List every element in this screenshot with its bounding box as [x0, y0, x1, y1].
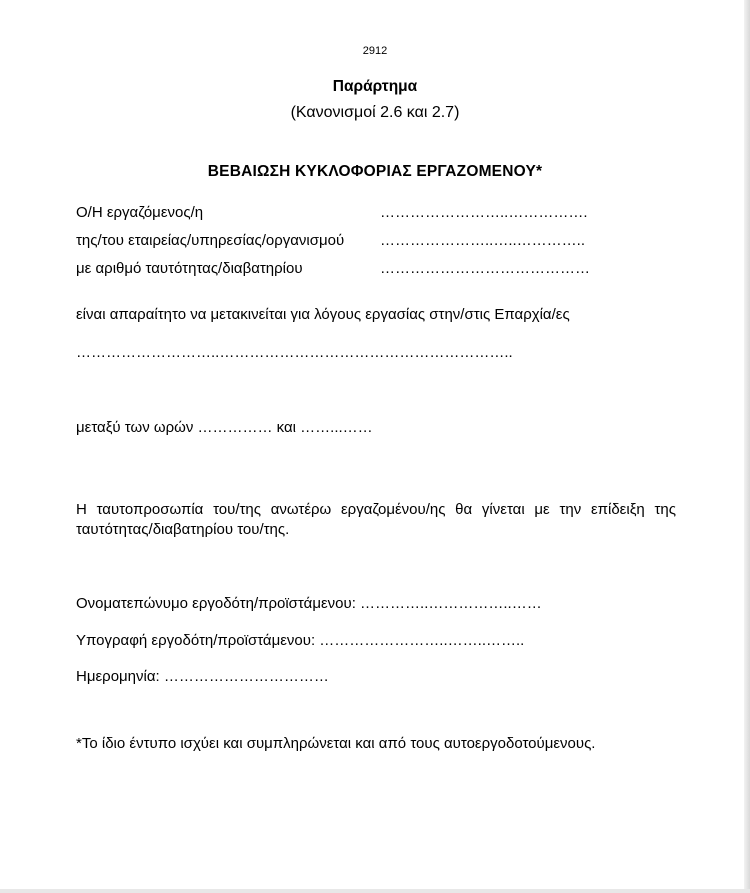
employer-signature-field: Υπογραφή εργοδότη/προϊστάμενου: ……………………..……..……..: [76, 632, 525, 649]
identity-statement: Η ταυτοπροσωπία του/της ανωτέρω εργαζομένου/ης θα γίνεται με την επίδειξη της ταυτότητας/διαβατηρίου του/της.: [76, 501, 676, 538]
page-edge-shadow: [744, 0, 750, 893]
employee-name-label: Ο/Η εργαζόμενος/η: [76, 204, 204, 221]
company-field: …………………..…..…………..: [380, 232, 586, 249]
certificate-title: ΒΕΒΑΙΩΣΗ ΚΥΚΛΟΦΟΡΙΑΣ ΕΡΓΑΖΟΜΕΝΟΥ*: [207, 163, 543, 180]
annex-title: Παράρτημα: [332, 78, 418, 95]
page-bottom-edge: [0, 889, 750, 893]
movement-statement: είναι απαραίτητο να μετακινείται για λόγους εργασίας στην/στις Επαρχία/ες: [76, 306, 570, 323]
employer-name-field: Ονοματεπώνυμο εργοδότη/προϊστάμενου: …………..……………..……: [76, 595, 542, 612]
page-number: 2912: [362, 45, 388, 57]
date-field: Ημερομηνία: ……………………………: [76, 668, 329, 685]
id-number-field: ……………………………………: [380, 260, 590, 277]
id-number-label: με αριθμό ταυτότητας/διαβατηρίου: [76, 260, 303, 277]
region-field: ………………………..…………………………………………………..: [76, 344, 513, 361]
employee-name-field: ……………………..…………….: [380, 204, 588, 221]
hours-field: μεταξύ των ωρών …………… και ……...……: [76, 419, 373, 436]
annex-subtitle: (Κανονισμοί 2.6 και 2.7): [290, 104, 460, 121]
company-label: της/του εταιρείας/υπηρεσίας/οργανισμού: [76, 232, 345, 249]
footnote: *Το ίδιο έντυπο ισχύει και συμπληρώνεται και από τους αυτοεργοδοτούμενους.: [76, 735, 596, 752]
